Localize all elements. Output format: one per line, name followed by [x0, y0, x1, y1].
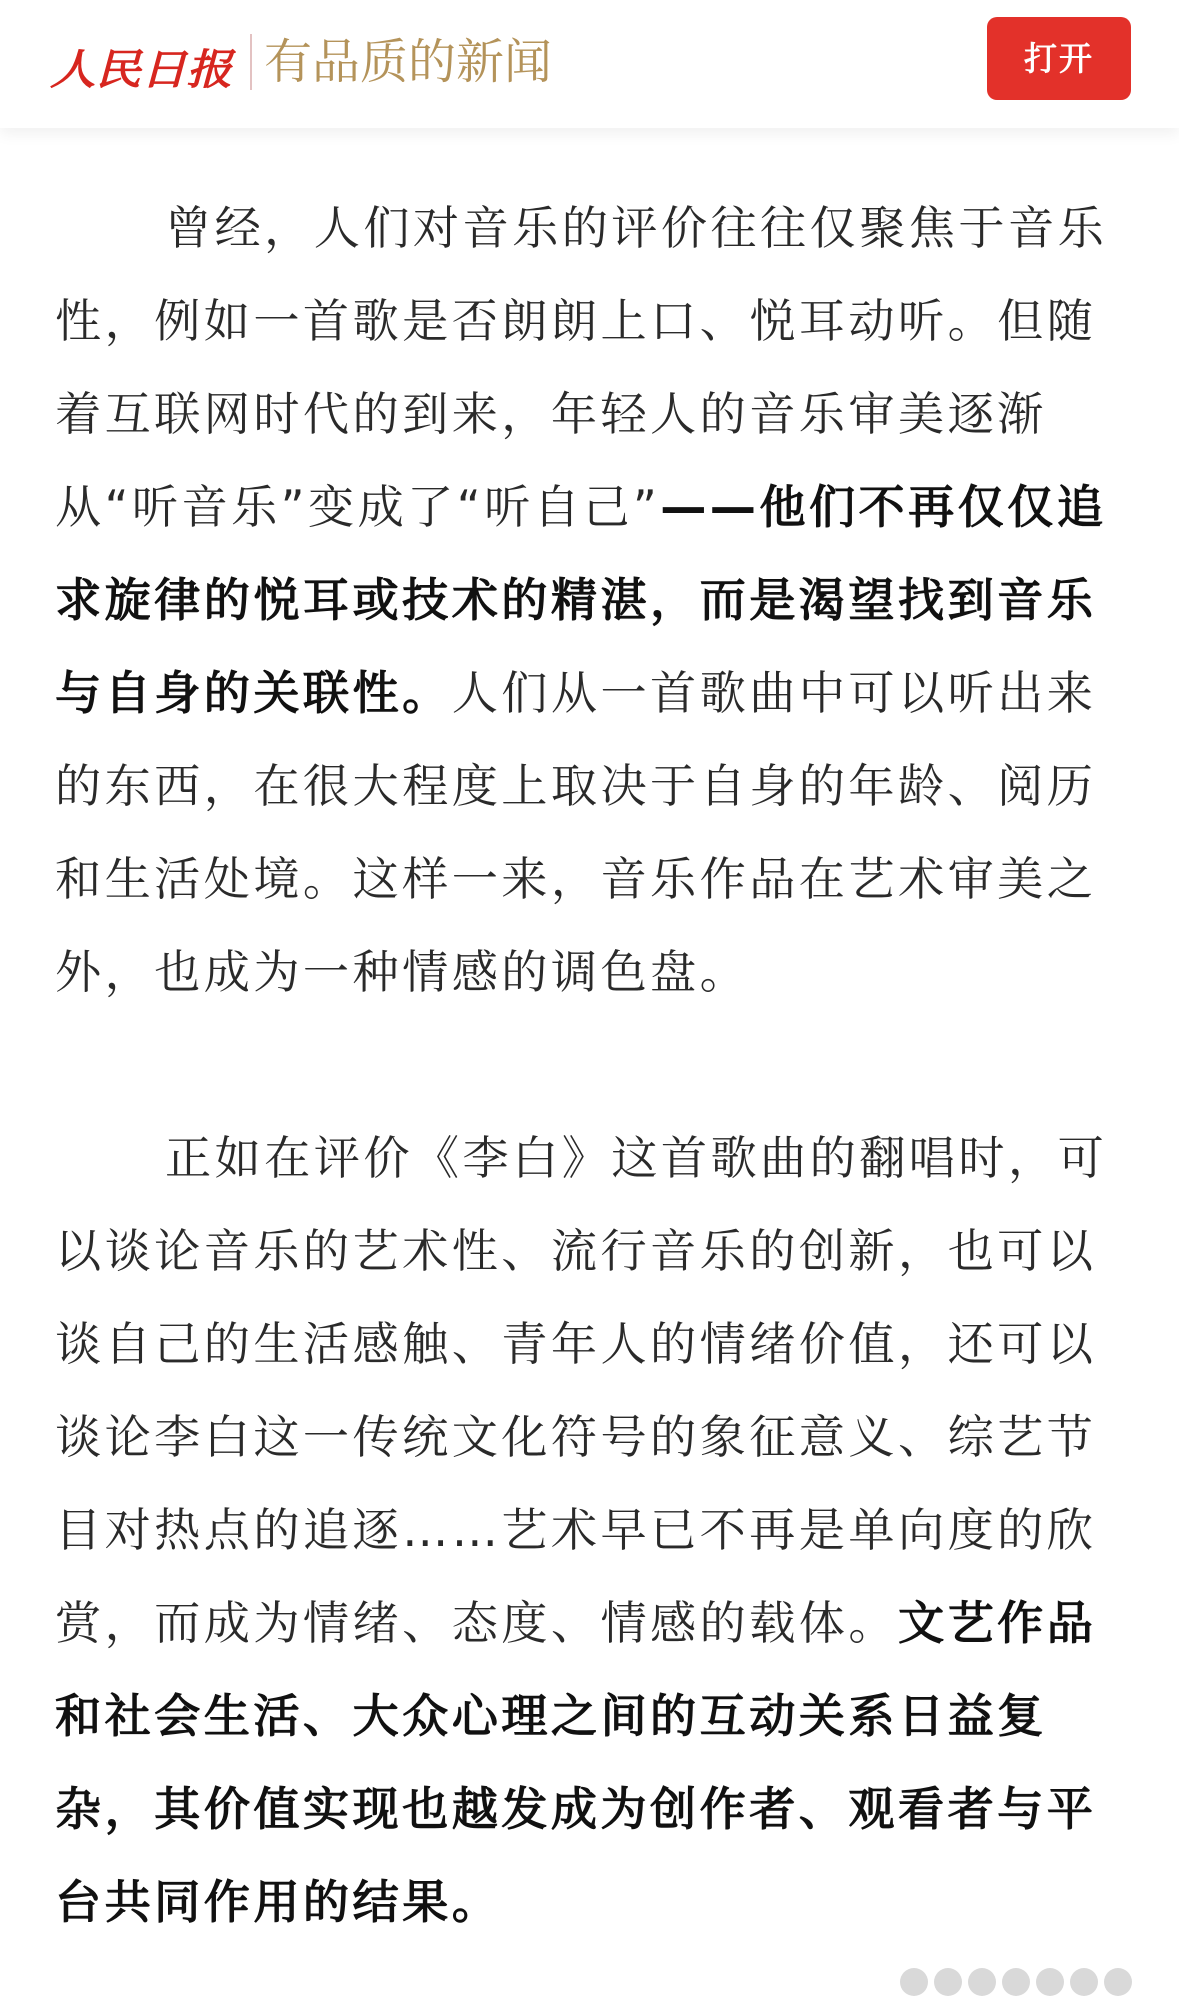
watermark-dot: [1070, 1968, 1098, 1996]
app-header: [0, 0, 1179, 128]
watermark-dot: [1036, 1968, 1064, 1996]
brand-slogan: 有品质的新闻: [264, 34, 553, 90]
article-paragraph-1: [55, 182, 1123, 1019]
article-paragraph-2: [55, 1112, 1123, 1949]
article-body: [55, 182, 1123, 1949]
paragraph-1-text: 曾经，人们对音乐的评价往往仅聚焦于音乐性，例如一首歌是否朗朗上口、悦耳动听。但随着互联网时代的到来，年轻人的音乐审美逐渐从“听音乐”变成了“听自己”: [55, 201, 1108, 534]
watermark-dot: [1002, 1968, 1030, 1996]
watermark-dot: [1104, 1968, 1132, 1996]
brand-divider: [250, 34, 252, 90]
open-app-button[interactable]: 打开: [987, 17, 1131, 100]
watermark-dot: [968, 1968, 996, 1996]
paragraph-2-bold-text: 文艺作品和社会生活、大众心理之间的互动关系日益复杂，其价值实现也越发成为创作者、观看者与平台共同作用的结果。: [55, 1596, 1097, 1929]
logo-text: 人民日报: [50, 45, 236, 94]
paragraph-2-text: 正如在评价《李白》这首歌曲的翻唱时，可以谈论音乐的艺术性、流行音乐的创新，也可以谈自己的生活感触、青年人的情绪价值，还可以谈论李白这一传统文化符号的象征意义、综艺节目对热点的追逐……艺术早已不再是单向度的欣赏，而成为情绪、态度、情感的载体。: [55, 1131, 1108, 1650]
watermark-dot: [934, 1968, 962, 1996]
paragraph-1-text-end: 人们从一首歌曲中可以听出来的东西，在很大程度上取决于自身的年龄、阅历和生活处境。这样一来，音乐作品在艺术审美之外，也成为一种情感的调色盘。: [55, 666, 1097, 999]
paragraph-1-bold-text: ——他们不再仅仅追求旋律的悦耳或技术的精湛，而是渴望找到音乐与自身的关联性。: [55, 480, 1107, 720]
people-daily-logo[interactable]: [50, 22, 236, 102]
watermark-dot: [900, 1968, 928, 1996]
